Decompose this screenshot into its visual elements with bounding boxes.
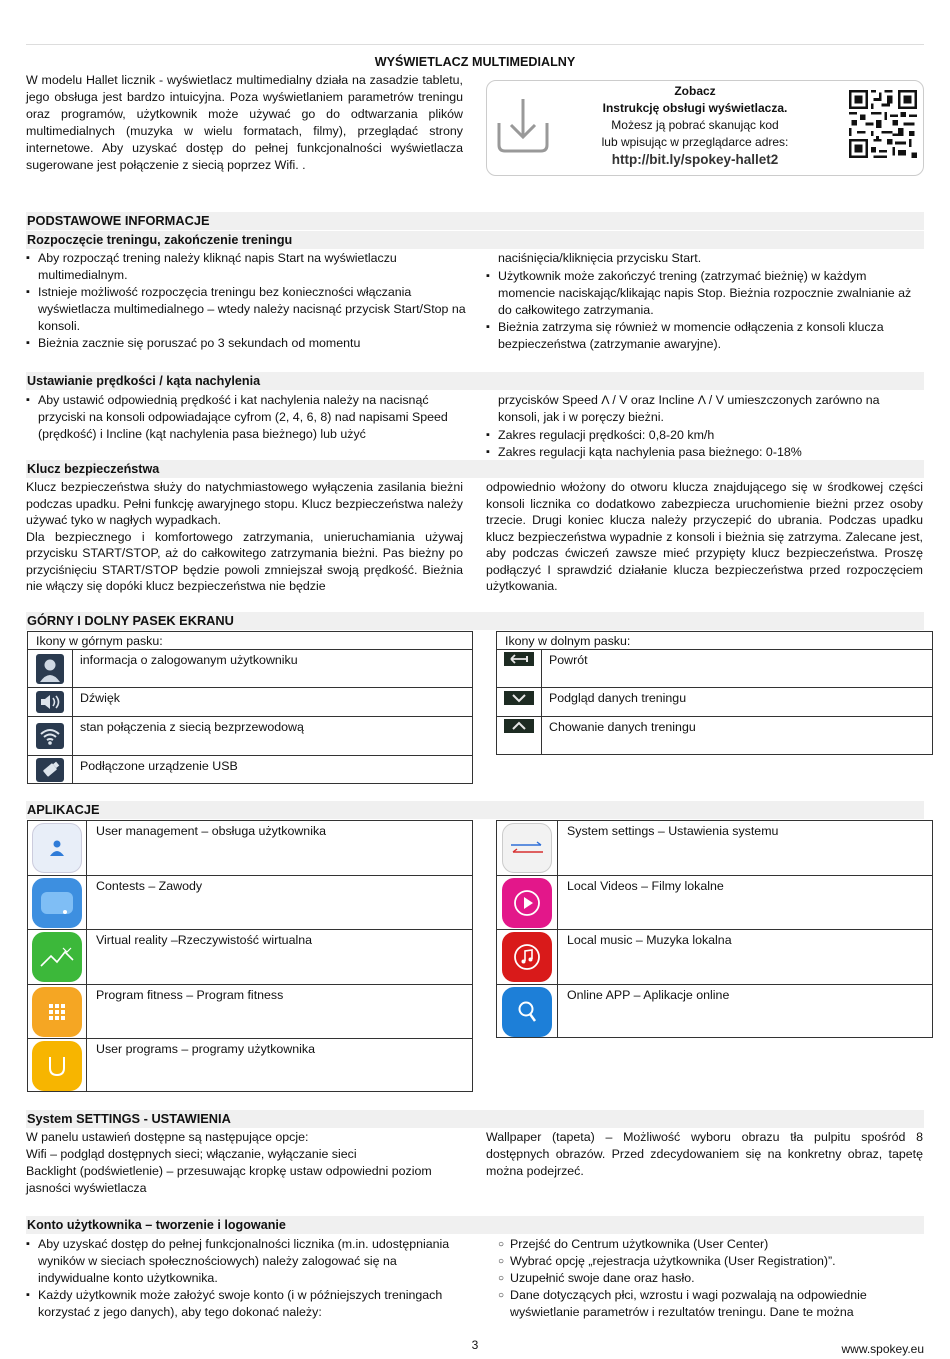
app-label: Local Videos – Filmy lokalne <box>567 879 724 893</box>
usb-icon <box>28 756 72 784</box>
list-item: ▪ Aby ustawić odpowiednią prędkość i kat nachylenia należy na nacisnąć przyciski na konsoli odpowiadające cyfrom (2, 4, 6, 8) nad napisami Speed (prędkość) i Incline (kąt nachylenia pasa bieżnego) lub użyć <box>26 392 466 443</box>
table-row <box>497 716 932 755</box>
table-row <box>497 984 932 1038</box>
table-row <box>28 1038 472 1092</box>
settings-line: Backlight (podświetlenie) – przesuwając kropkę ustaw odpowiedni poziom jasności wyświetlacza <box>26 1164 432 1195</box>
apps-left-table <box>27 820 473 1092</box>
download-icon <box>493 93 553 160</box>
safety-subheader: Klucz bezpieczeństwa <box>26 460 924 478</box>
settings-line: Wifi – podgląd dostępnych sieci; włączanie, wyłączanie sieci <box>26 1147 357 1161</box>
app-label: Online APP – Aplikacje online <box>567 988 730 1002</box>
list-item: ▪ Użytkownik może zakończyć trening (zatrzymać bieżnię) w każdym momencie naciskając/klikając napis Stop. Bieżnia rozpocznie zwalnianie aż do całkowitego zatrzymania. <box>486 268 924 319</box>
safety-paragraph-1: Klucz bezpieczeństwa służy do natychmiastowego wyłączenia zasilania bieżni podczas upadku. Pełni funkcję awaryjnego stopu. Klucz bezpieczeństwa należy używać tyko w nagłych wypadkach. <box>26 480 463 527</box>
list-item: ▪ Istnieje możliwość rozpoczęcia treningu bez konieczności włączania wyświetlacza multimedialnego – wtedy należy nacisnąć przycisk Start/Stop na konsoli. <box>26 284 466 335</box>
account-right-list <box>498 1236 924 1321</box>
basic-right-continuation: naciśnięcia/kliknięcia przycisku Start. <box>498 251 702 265</box>
list-item: ▪ Zakres regulacji kąta nachylenia pasa bieżnego: 0-18% <box>486 444 924 461</box>
table-row <box>28 755 472 784</box>
list-item: ○ Wybrać opcję „rejestracja użytkownika (User Registration)”. <box>498 1253 924 1270</box>
virtual-reality-icon[interactable] <box>32 932 82 982</box>
list-item: ▪ Zakres regulacji prędkości: 0,8-20 km/h <box>486 427 924 444</box>
page-title: WYŚWIETLACZ MULTIMEDIALNY <box>374 55 576 69</box>
qr-line4: lub wpisując w przeglądarce adres: <box>601 135 789 149</box>
wifi-icon <box>28 717 72 755</box>
table-row <box>497 821 932 875</box>
app-label: User programs – programy użytkownika <box>96 1042 315 1056</box>
back-icon <box>497 650 541 687</box>
app-label: Contests – Zawody <box>96 879 203 893</box>
top-divider <box>26 44 924 45</box>
list-item: ○ Przejść do Centrum użytkownika (User Center) <box>498 1236 924 1253</box>
program-fitness-icon[interactable] <box>32 987 82 1037</box>
app-label: Virtual reality –Rzeczywistość wirtualna <box>96 933 312 947</box>
table-row <box>497 687 932 716</box>
list-item: ▪ Aby rozpocząć trening należy kliknąć napis Start na wyświetlaczu multimedialnym. <box>26 250 466 284</box>
bottom-bar-label: Powrót <box>549 653 588 667</box>
account-left-list <box>26 1236 466 1321</box>
table-row <box>28 929 472 984</box>
qr-code-icon <box>849 90 917 163</box>
table-row <box>497 649 932 687</box>
chevron-up-icon <box>497 717 541 755</box>
sound-icon <box>28 688 72 716</box>
bottom-bar-caption: Ikony w dolnym pasku: <box>505 634 631 648</box>
list-item: ▪ Każdy użytkownik może założyć swoje konto (i w późniejszych treningach korzystać z jego danych), aby tego dokonać należy: <box>26 1287 466 1321</box>
table-row <box>28 716 472 755</box>
speed-right-continuation: przycisków Speed Λ / V oraz Incline Λ / V umieszczonych zarówno na konsoli, jak i w poręczy bieżni. <box>498 393 880 424</box>
user-programs-icon[interactable] <box>32 1041 82 1091</box>
qr-line1: Zobacz <box>674 84 716 98</box>
list-item: ○ Dane dotyczących płci, wzrostu i wagi pozwalają na odpowiednie wyświetlanie parametrów i rezultatów treningu. Dane te można <box>498 1287 924 1321</box>
settings-left-text <box>26 1129 471 1197</box>
settings-line: W panelu ustawień dostępne są następujące opcje: <box>26 1130 309 1144</box>
system-settings-icon[interactable] <box>502 823 552 873</box>
table-row <box>28 687 472 716</box>
apps-header: APLIKACJE <box>26 801 924 819</box>
list-item: ▪ Bieżnia zatrzyma się również w momencie odłączenia z konsoli klucza bezpieczeństwa (zatrzymanie awaryjne). <box>486 319 924 353</box>
basic-left-list <box>26 250 466 352</box>
speed-right-list <box>486 427 924 461</box>
table-row <box>497 875 932 929</box>
apps-right-table <box>496 820 933 1038</box>
speed-left-list <box>26 392 466 443</box>
app-label: System settings – Ustawienia systemu <box>567 824 779 838</box>
bottom-bar-icons-table <box>496 631 933 755</box>
basic-right-list <box>486 268 924 353</box>
user-management-icon[interactable] <box>32 823 82 873</box>
speed-subheader: Ustawianie prędkości / kąta nachylenia <box>26 372 924 390</box>
table-row <box>497 929 932 984</box>
local-videos-icon[interactable] <box>502 878 552 928</box>
user-icon <box>28 650 72 687</box>
bottom-bar-label: Chowanie danych treningu <box>549 720 696 734</box>
qr-line3: Możesz ją pobrać skanując kod <box>611 118 779 132</box>
top-bar-caption: Ikony w górnym pasku: <box>36 634 163 648</box>
qr-info-box <box>486 80 924 176</box>
safety-paragraph-2: Dla bezpiecznego i komfortowego zatrzymania, unieruchamiania używaj przycisku START/STOP, aż do całkowitego zatrzymania bieżni. Pas bieżny po przyciśnięciu START/STOP będzie powoli zmniejszał swoją prędkość. Bieżnia nie włączy się dopóki klucz bezpieczeństwa nie będzie <box>26 529 463 593</box>
list-item: ▪ Aby uzyskać dostęp do pełnej funkcjonalności licznika (m.in. udostępniania wyników w sieciach społecznościowych) należy zalogować się na indywidualne konto użytkownika. <box>26 1236 466 1287</box>
account-subheader: Konto użytkownika – tworzenie i logowanie <box>26 1216 924 1234</box>
app-label: Program fitness – Program fitness <box>96 988 284 1002</box>
contests-icon[interactable] <box>32 878 82 928</box>
safety-left-text <box>26 479 463 595</box>
safety-right-text: odpowiednio włożony do otworu klucza znajdującego się w środkowej części konsoli licznika co dodatkowo zabezpiecza uruchomienie bieżni przez osoby trzecie. Drugi koniec klucza należy przyczepić do ubrania. Podczas upadku klucz bezpieczeństwa wypadnie z konsoli i bieżnia się zatrzyma. Zalecane jest, aby podczas ćwiczeń zawsze mieć przypięty klucz bezpieczeństwa. Proszę podłączyć I sprawdzić działanie klucza bezpieczeństwa przed rozpoczęciem użytkowania. <box>486 480 923 593</box>
top-bar-icons-table <box>27 631 473 784</box>
chevron-down-icon <box>497 688 541 716</box>
qr-url[interactable]: http://bit.ly/spokey-hallet2 <box>611 152 779 167</box>
local-music-icon[interactable] <box>502 932 552 982</box>
settings-right-text: Wallpaper (tapeta) – Możliwość wyboru obrazu tła pulpitu spośród 8 dostępnych obrazów. Przed zdecydowaniem się na konkretny obraz, tapetę można podejrzeć. <box>486 1130 923 1178</box>
qr-line2: Instrukcję obsługi wyświetlacza. <box>602 101 788 115</box>
table-row <box>28 984 472 1038</box>
basic-info-subheader: Rozpoczęcie treningu, zakończenie treningu <box>26 231 924 249</box>
table-row <box>28 821 472 875</box>
page-number: 3 <box>471 1338 479 1352</box>
online-app-icon[interactable] <box>502 987 552 1037</box>
list-item: ▪ Bieżnia zacznie się poruszać po 3 sekundach od momentu <box>26 335 466 352</box>
app-label: Local music – Muzyka lokalna <box>567 933 732 947</box>
top-bar-label: informacja o zalogowanym użytkowniku <box>80 653 298 667</box>
top-bar-label: Podłączone urządzenie USB <box>80 759 238 773</box>
table-row <box>28 649 472 687</box>
basic-info-header: PODSTAWOWE INFORMACJE <box>26 212 924 230</box>
app-label: User management – obsługa użytkownika <box>96 824 327 838</box>
table-row <box>28 875 472 929</box>
top-bar-label: stan połączenia z siecią bezprzewodową <box>80 720 304 734</box>
bars-header: GÓRNY I DOLNY PASEK EKRANU <box>26 612 924 630</box>
intro-text: W modelu Hallet licznik - wyświetlacz multimedialny działa na zasadzie tabletu, jego obsługa jest bardzo intuicyjna. Poza wyświetlaniem parametrów treningu oraz programów, użytkownik może używać go do odtwarzania plików multimedialnych (muzyka w wielu formatach, filmy), przeglądać strony internetowe. Aby uzyskać dostęp do pełnej funkcjonalności wyświetlacza sugerowane jest połączenie z siecią poprzez Wifi. . <box>26 73 463 172</box>
top-bar-label: Dźwięk <box>80 691 120 705</box>
settings-header: System SETTINGS - USTAWIENIA <box>26 1110 924 1128</box>
list-item: ○ Uzupełnić swoje dane oraz hasło. <box>498 1270 924 1287</box>
bottom-bar-label: Podgląd danych treningu <box>549 691 687 705</box>
footer-url[interactable]: www.spokey.eu <box>841 1342 924 1356</box>
